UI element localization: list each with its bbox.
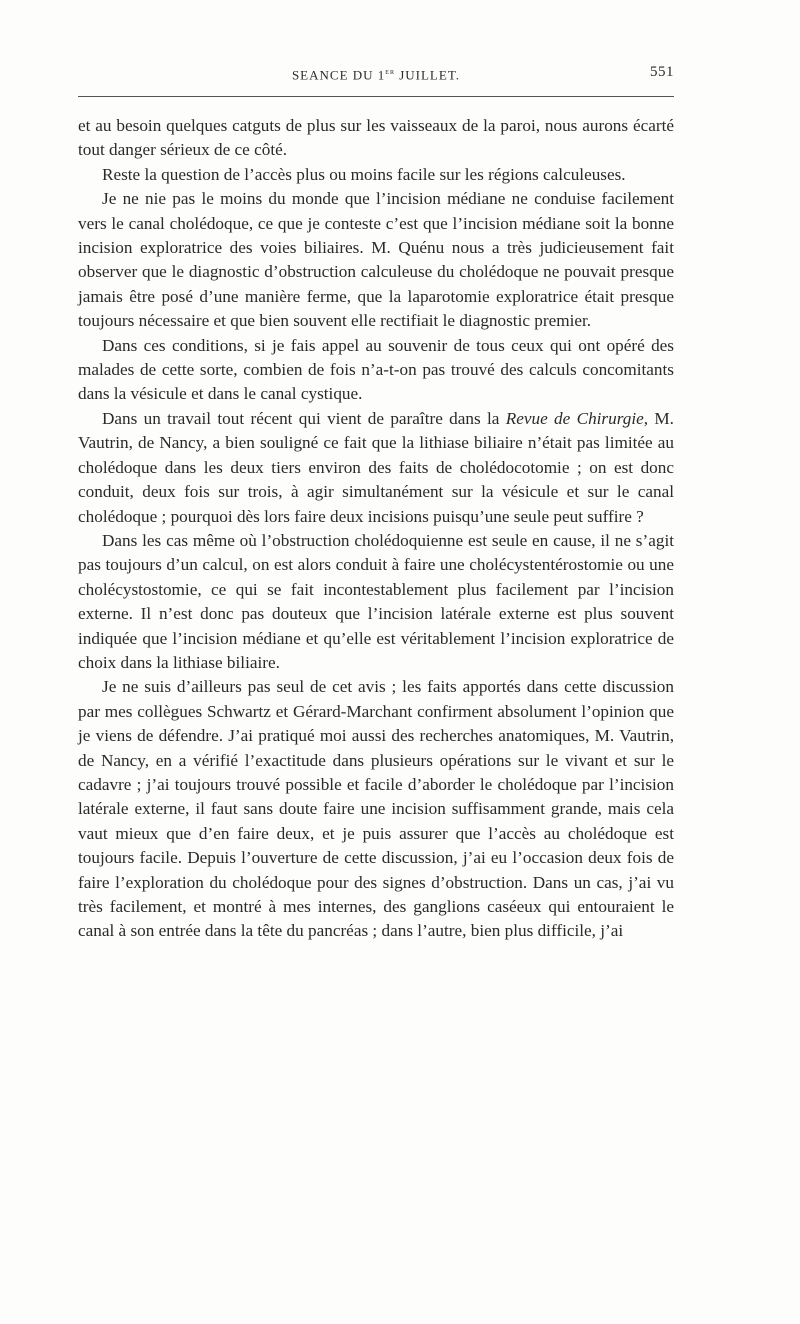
paragraph: Dans ces conditions, si je fais appel au souvenir de tous ceux qui ont opéré des malades de cette sorte, combien de fois n’a-t-on pas trouvé des calculs concomitants dans la vésicule et dans le canal cystique.	[78, 335, 674, 404]
body-text	[78, 114, 674, 944]
running-title-prefix: SEANCE DU 1	[291, 67, 386, 83]
running-title-suffix: JUILLET.	[394, 67, 461, 83]
running-title	[78, 66, 674, 83]
journal-title: Revue de Chirurgie	[505, 408, 644, 428]
paragraph: Dans les cas même où l’obstruction cholédoquienne est seule en cause, il ne s’agit pas toujours d’un calcul, on est alors conduit à faire une cholécystentérostomie ou une cholécystostomie, ce qui se fait incontestablement plus facilement par l’incision externe. Il n’est donc pas douteux que l’incision latérale externe est plus souvent indiquée que l’incision médiane et qu’elle est véritablement l’incision exploratrice de choix dans la lithiase biliaire.	[78, 530, 674, 672]
paragraph: et au besoin quelques catguts de plus sur les vaisseaux de la paroi, nous aurons écarté tout danger sérieux de ce côté.	[78, 116, 674, 160]
page-number: 551	[650, 64, 674, 80]
running-title-superscript: er	[385, 66, 395, 76]
paragraph-text: Dans un travail tout récent qui vient de paraître dans la	[102, 408, 506, 428]
paragraph	[78, 407, 674, 529]
running-header	[78, 62, 674, 88]
paragraph: Je ne suis d’ailleurs pas seul de cet avis ; les faits apportés dans cette discussion par mes collègues Schwartz et Gérard-Marchant confirment absolument l’opinion que je viens de défendre. J’ai pratiqué moi aussi des recherches anatomiques, M. Vautrin, de Nancy, en a vérifié l’exactitude dans plusieurs opérations sur le vivant et sur le cadavre ; j’ai toujours trouvé possible et facile d’aborder le cholédoque par l’incision latérale externe, il faut sans doute faire une incision suffisamment grande, mais cela vaut mieux que d’en faire deux, et je puis assurer que l’accès au cholédoque est toujours facile. Depuis l’ouverture de cette discussion, j’ai eu l’occasion deux fois de faire l’exploration du cholédoque pour des signes d’obstruction. Dans un cas, j’ai vu très facilement, et montré à mes internes, des ganglions caséeux qui entouraient le canal à son entrée dans la tête du pancréas ; dans l’autre, bien plus difficile, j’ai	[78, 677, 674, 941]
paragraph-text: , M. Vautrin, de Nancy, a bien souligné ce fait que la lithiase biliaire n’était pas limitée au cholédoque dans les deux tiers environ des faits de cholédocotomie ; on est donc conduit, deux fois sur trois, à agir simultanément sur la vésicule et sur le canal cholédoque ; pourquoi dès lors faire deux incisions puisqu’une seule peut suffire ?	[78, 408, 674, 526]
paragraph: Je ne nie pas le moins du monde que l’incision médiane ne conduise facilement vers le canal cholédoque, ce que je conteste c’est que l’incision médiane soit la bonne incision exploratrice des voies biliaires. M. Quénu nous a très judicieusement fait observer que le diagnostic d’obstruction calculeuse du cholédoque ne pouvait presque jamais être posé d’une manière ferme, que la laparotomie exploratrice était presque toujours nécessaire et que bien souvent elle rectifiait le diagnostic premier.	[78, 189, 674, 331]
paragraph: Reste la question de l’accès plus ou moins facile sur les régions calculeuses.	[102, 164, 626, 184]
header-rule	[78, 96, 674, 97]
